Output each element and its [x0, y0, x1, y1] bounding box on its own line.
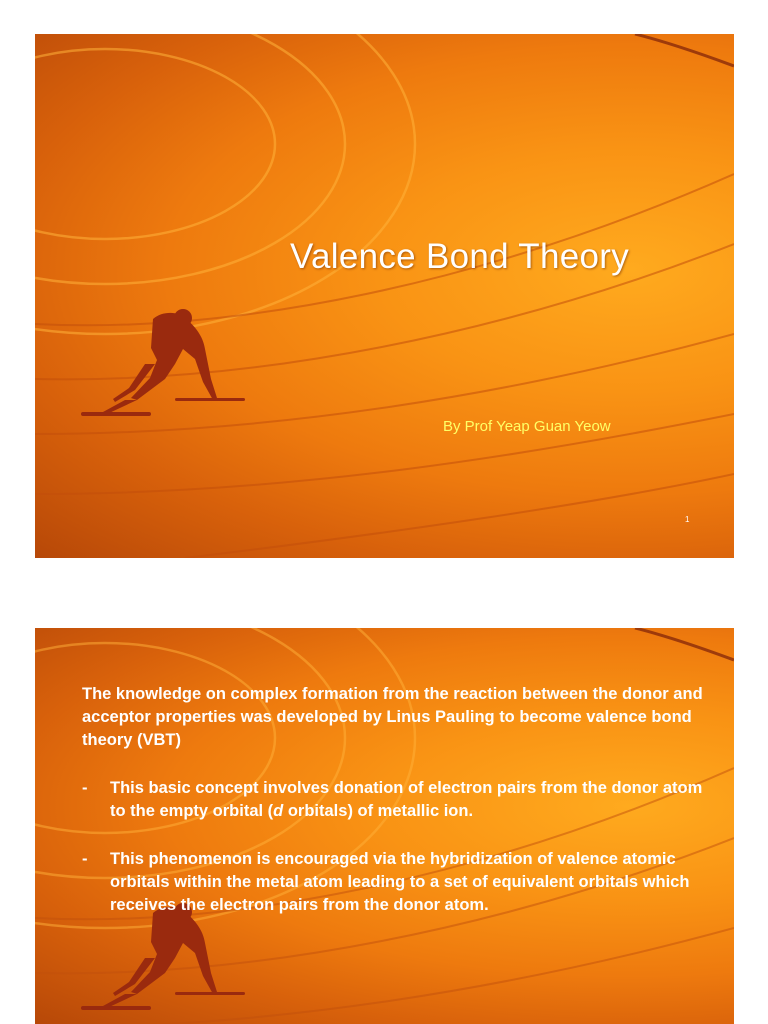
slide-1: [35, 34, 734, 558]
bullet-text-end: orbitals) of metallic ion.: [283, 802, 474, 820]
bullet-text-start: This basic concept involves donation of electron pairs from the donor atom to the empty orbital (: [110, 779, 703, 820]
slide-subtitle: By Prof Yeap Guan Yeow: [443, 418, 611, 435]
bullet-text: This phenomenon is encouraged via the hybridization of valence atomic orbitals within the metal atom leading to a set of equivalent orbitals which receives the electron pairs from the donor atom.: [110, 850, 690, 914]
track-lines-decoration: [35, 34, 734, 558]
page-number: 1: [685, 515, 690, 524]
slide-2: [35, 628, 734, 1024]
slide-body: [82, 683, 722, 917]
bullet-marker: -: [82, 850, 88, 868]
bullet-marker: -: [82, 779, 88, 797]
bullet-item: [82, 848, 722, 917]
intro-paragraph: The knowledge on complex formation from the reaction between the donor and acceptor properties was developed by Linus Pauling to become valence bond theory (VBT): [82, 685, 703, 749]
bullet-text-italic: d: [273, 802, 284, 820]
runner-icon: [55, 304, 255, 424]
bullet-item: [82, 777, 722, 823]
slide-title: Valence Bond Theory: [289, 237, 630, 276]
